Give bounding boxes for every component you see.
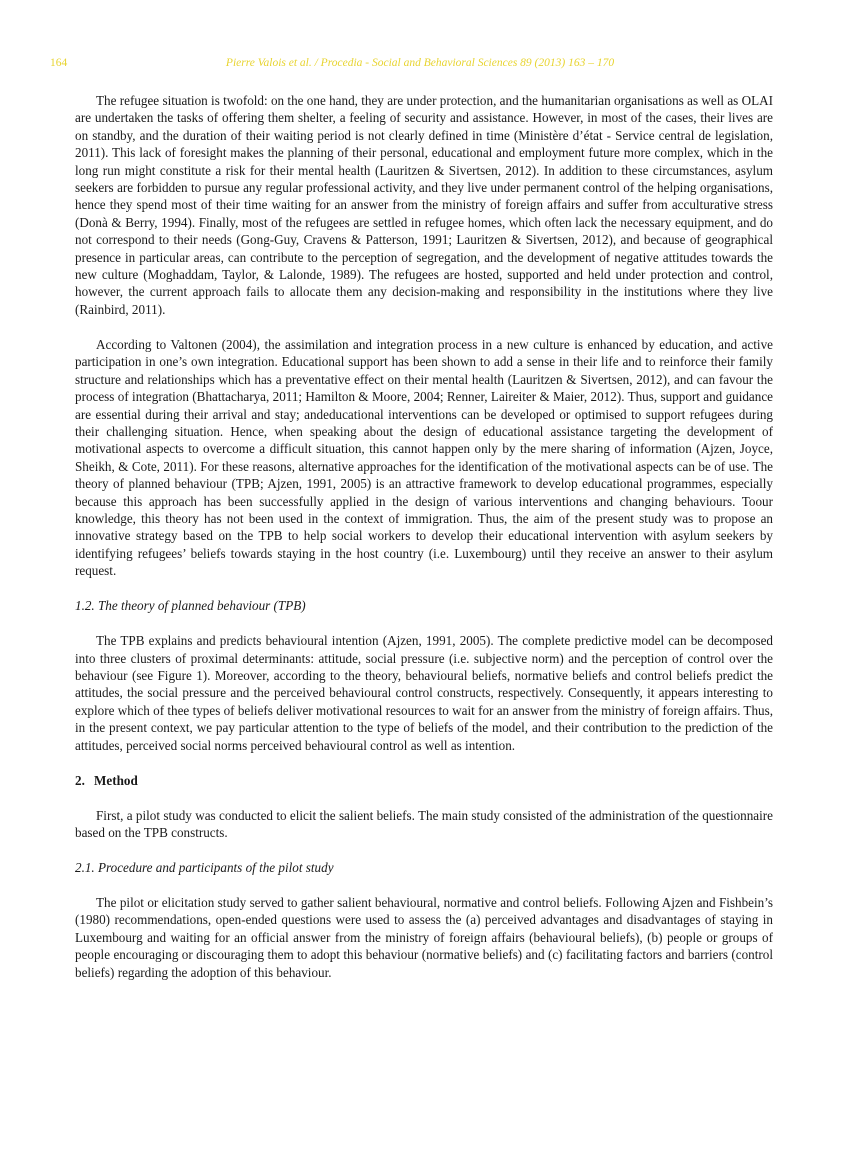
subsection-heading-tpb: 1.2. The theory of planned behaviour (TPB) (75, 598, 306, 614)
spacer (75, 841, 773, 859)
section-heading-method (75, 772, 773, 789)
spacer (75, 580, 773, 598)
spacer (75, 789, 773, 807)
section-number: 2. (75, 772, 85, 788)
spacer (75, 318, 773, 336)
page-header (50, 57, 790, 73)
body-text (75, 92, 773, 981)
section-title: Method (94, 772, 138, 788)
spacer (75, 615, 773, 633)
running-title: Pierre Valois et al. / Procedia - Social and Behavioral Sciences 89 (2013) 163 – 170 (225, 57, 615, 69)
paragraph-tpb: The TPB explains and predicts behavioural intention (Ajzen, 1991, 2005). The complete predictive model can be decomposed into three clusters of proximal determinants: attitude, social pressure (i.e. subjective norm) and the perception of control over the behaviour (see Figure 1). Moreover, according to the theory, behavioural beliefs, normative beliefs and control beliefs predict the attitudes, the social pressure and the perceived behavioural control constructs, respectively. Consequently, it appears interesting to explore which of thee types of beliefs deliver motivational resources to wait for an answer from the ministry of foreign affairs. Thus, in the present context, we pay particular attention to the type of beliefs of the model, and their contribution to the prediction of the attitudes, perceived social norms perceived behavioural control as well as intention. (75, 633, 773, 753)
paragraph-pilot-study: The pilot or elicitation study served to gather salient behavioural, normative and control beliefs. Following Ajzen and Fishbein’s (1980) recommendations, open-ended questions were used to assess the (a) perceived advantages and disadvantages of staying in Luxembourg and waiting for an official answer from the ministry of foreign affairs (behavioural beliefs), (b) people or groups of people encouraging or discouraging them to adopt this behaviour (normative beliefs) and (c) facilitating factors and barriers (control beliefs) regarding the adoption of this behaviour. (75, 895, 773, 980)
spacer (75, 754, 773, 772)
page-number: 164 (50, 57, 68, 69)
paragraph-valtonen: According to Valtonen (2004), the assimilation and integration process in a new culture is enhanced by education, and active participation in one’s own integration. Educational support has been shown to add a sense in their life and to reinforce their family structure and relationships which has a preventative effect on their mental health (Lauritzen & Sivertsen, 2012), and can favour the process of integration (Bhattacharya, 2011; Hamilton & Moore, 2004; Renner, Laireiter & Maier, 2012). Thus, support and guidance are essential during their arrival and stay; andeducational interventions can be developed or optimised to support refugees during their challenging situation. Hence, when speaking about the design of educational assistance targeting the development of motivational aspects to overcome a difficult situation, this cannot happen only by the mere sharing of information (Ajzen, Joyce, Sheikh, & Cote, 2011). For these reasons, alternative approaches for the identification of the motivational aspects can be of use. The theory of planned behaviour (TPB; Ajzen, 1991, 2005) is an attractive framework to develop educational programmes, especially because this approach has been successfully applied in the design of various interventions and changing behaviours. Toour knowledge, this theory has not been used in the context of immigration. Thus, the aim of the present study was to propose an innovative strategy based on the TPB to help social workers to develop their educational intervention with asylum seekers by identifying refugees’ beliefs towards staying in the host country (i.e. Luxembourg) until they receive an answer to their asylum request. (75, 336, 773, 579)
paragraph-refugee-situation: The refugee situation is twofold: on the one hand, they are under protection, and the humanitarian organisations as well as OLAI are undertaken the tasks of offering them shelter, a feeling of security and assistance. However, in most of the cases, their lives are on standby, and the duration of their waiting period is not clearly defined in time (Ministère d’état - Service central de legislation, 2011). This lack of foresight makes the planning of their personal, educational and employment future more complex, which in the long run might constitute a risk for their mental health (Lauritzen & Sivertsen, 2012). In addition to these circumstances, asylum seekers are forbidden to pursue any regular professional activity, and they live under permanent control of the helping organisations, hence they spend most of their time waiting for an answer from the ministry of foreign affairs and suffer from acculturative stress (Donà & Berry, 1994). Finally, most of the refugees are settled in refugee homes, which often lack the necessary equipment, and do not correspond to their needs (Gong-Guy, Cravens & Patterson, 1991; Lauritzen & Sivertsen, 2012), and because of geographical presence in particular areas, can contribute to the perception of segregation, and the development of negative attitudes towards the new culture (Moghaddam, Taylor, & Lalonde, 1989). The refugees are hosted, supported and held under protection and control, however, the current approach fails to allocate them any decision-making and responsibility in the institutions where they live (Rainbird, 2011). (75, 93, 773, 317)
subsection-heading-pilot-study: 2.1. Procedure and participants of the pilot study (75, 860, 334, 875)
paragraph-method-intro: First, a pilot study was conducted to elicit the salient beliefs. The main study consisted of the administration of the questionnaire based on the TPB constructs. (75, 807, 773, 840)
spacer (75, 876, 773, 894)
